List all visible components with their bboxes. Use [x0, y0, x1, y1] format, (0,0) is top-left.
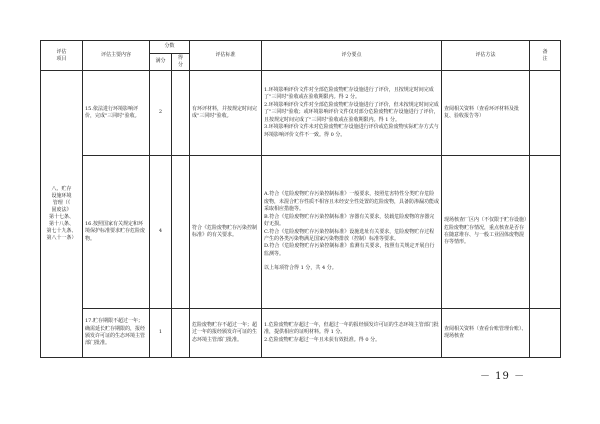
method-cell: 查阅相关资料（查看台账管理台账）、现场核查	[442, 309, 530, 358]
table-row	[41, 309, 561, 358]
content-cell: 16.按照国家有关规定和环境保护标准要求贮存危险废物。	[83, 156, 150, 309]
standard-cell: 危险废物贮存不超过一年；超过一年的报经颁发许可证的生态环境主管部门批准。	[190, 309, 262, 358]
header-got	[172, 54, 190, 71]
table-row	[41, 71, 561, 156]
method-cell: 现场核查厂区内（不仅限于贮存设施）危险废物贮存情况，重点核查是否存在随意堆存、与一般工业固体废物混存等情形。	[442, 156, 530, 309]
header-item-line: 项目	[56, 55, 67, 62]
header-got-line: 分	[178, 62, 184, 68]
got-score-cell	[172, 71, 190, 156]
point-text: 3.环境影响评价文件未对危险废物贮存设施进行评价或危险废物实际贮存方式与环境影响评价文件不一致。得 0 分。	[264, 124, 439, 138]
header-remark-line: 注	[542, 55, 548, 62]
header-content: 评估主要内容	[83, 41, 150, 71]
point-text: B.符合《危险废物贮存污染控制标准》容器有关要求，装载危险废物的容器完好无损。	[264, 213, 435, 228]
points-cell	[262, 71, 442, 156]
header-row	[41, 41, 561, 54]
header-item-line: 评估	[56, 48, 67, 55]
header-remark-line: 备	[542, 48, 548, 55]
category-cell	[41, 71, 83, 358]
header-standard: 评估标准	[190, 41, 262, 71]
full-score-cell: 2	[150, 71, 172, 156]
remark-cell	[530, 156, 561, 309]
header-score: 分数	[150, 41, 190, 54]
remark-cell	[530, 71, 561, 156]
content-cell: 17.贮存期限不超过一年；确需延长贮存期限的，报经颁发许可证的生态环境主管部门批准。	[83, 309, 150, 358]
full-score-cell: 4	[150, 156, 172, 309]
content-cell: 15.依法进行环境影响评价，完成"三同时"验收。	[83, 71, 150, 156]
point-text: A.符合《危险废物贮存污染控制标准》一般要求，按照危害特性分类贮存危险废物，未混合贮存性质不相容且未经安全性处置的危险废物，具备防渗漏功能或采取相应措施等。	[264, 191, 440, 213]
point-summary: 以上每项符合得 1 分，共 4 分。	[264, 265, 337, 272]
standard-cell: 符合《危险废物贮存污染控制标准》的有关要求。	[190, 156, 262, 309]
category-line: 固废法》	[51, 207, 72, 213]
got-score-cell	[172, 309, 190, 358]
table-row	[41, 156, 561, 309]
header-got-line: 得	[178, 55, 184, 61]
evaluation-table	[40, 40, 561, 358]
category-line: 第七十九条、	[46, 228, 77, 234]
point-text: C.符合《危险废物贮存污染控制标准》设施选址有关要求，危险废物贮存过程产生的各类污染物满足国家污染物排放（控制）标准等要求。	[264, 228, 435, 242]
full-score-cell: 1	[150, 309, 172, 358]
category-line: 管理（《	[52, 200, 71, 206]
method-cell: 查阅相关资料（查看环评材料及批复、验收报告等）	[442, 71, 530, 156]
header-remark	[530, 41, 561, 71]
points-cell	[262, 156, 442, 309]
category-line: 设施环境	[51, 193, 72, 199]
category-line: 第十七条、	[48, 214, 74, 220]
header-full: 满分	[150, 54, 172, 71]
point-text: 2.危险废物贮存超过一年且未获有效批准。得 0 分。	[264, 336, 381, 343]
points-cell	[262, 309, 442, 358]
point-text: 2.环境影响评价文件对全部危险废物贮存设施进行了评价，但未按规定时间完成了"三同时"验收；或环境影响评价文件仅对部分危险废物贮存设施进行了评价，且按规定时间完成了"三同时"验收或在验收期限内。得 1 分。	[264, 101, 439, 123]
category-line: 第八十一条）	[46, 235, 77, 241]
header-points: 评分要点	[262, 41, 442, 71]
got-score-cell	[172, 156, 190, 309]
page-number: － 19 －	[480, 371, 526, 382]
remark-cell	[530, 309, 561, 358]
point-text: D.符合《危险废物贮存污染控制标准》监测有关要求，按照有关规定开展自行监测等。	[264, 243, 435, 257]
header-method: 评估方法	[442, 41, 530, 71]
header-item	[41, 41, 83, 71]
category-line: 八、贮存	[51, 186, 72, 192]
point-text: 1.环境影响评价文件对全部危险废物贮存设施进行了评价，且按规定时间完成了"三同时"验收或在验收期限内。得 2 分。	[264, 87, 434, 101]
category-line: 第十八条、	[48, 221, 74, 227]
point-text: 1.危险废物贮存超过一年，但超过一年的报经颁发许可证的生态环境主管部门批准，提供相应的证明材料。得 1 分。	[264, 321, 439, 336]
standard-cell: 有环评材料，并按规定时间完成"三同时"验收。	[190, 71, 262, 156]
